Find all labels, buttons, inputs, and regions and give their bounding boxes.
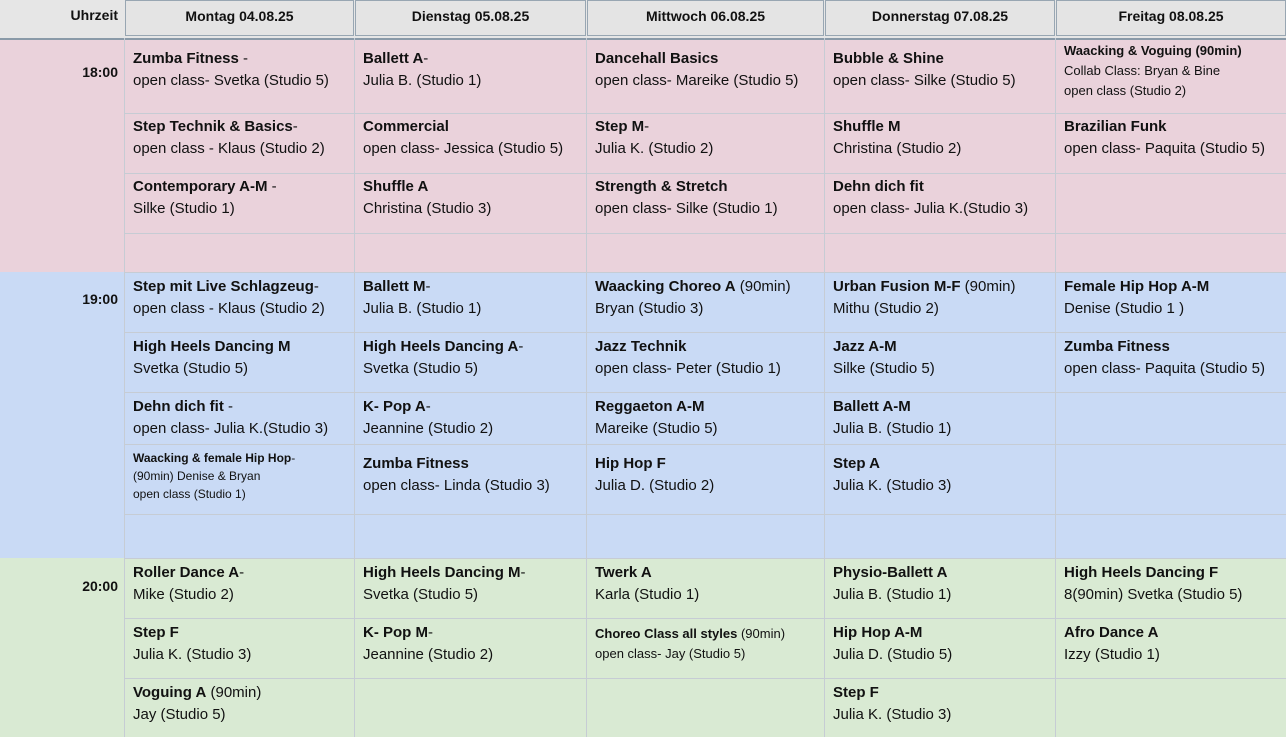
- class-details: open class - Klaus (Studio 2): [133, 300, 325, 317]
- class-cell: [1064, 336, 1265, 380]
- class-suffix: -: [644, 118, 650, 135]
- class-suffix: -: [428, 624, 433, 641]
- grid-line: [124, 444, 1286, 445]
- grid-line: [124, 558, 1286, 559]
- class-details: open class- Jessica (Studio 5): [363, 140, 564, 157]
- class-cell: [133, 562, 244, 606]
- class-cell: [595, 116, 713, 160]
- class-title: Hip Hop F: [595, 455, 666, 472]
- class-details: open class- Paquita (Studio 5): [1064, 140, 1265, 157]
- class-title: Waacking Choreo A: [595, 278, 736, 295]
- day-header-tuesday: Dienstag 05.08.25: [355, 0, 586, 36]
- class-cell: [595, 336, 781, 380]
- class-title: Zumba Fitness: [133, 50, 239, 67]
- grid-line: [124, 173, 1286, 174]
- class-suffix: -: [223, 398, 233, 415]
- class-details: Mareike (Studio 5): [595, 420, 718, 437]
- class-title: Zumba Fitness: [363, 455, 469, 472]
- class-title: Step A: [833, 455, 880, 472]
- class-title: Dancehall Basics: [595, 50, 719, 67]
- class-cell: [363, 562, 526, 606]
- class-title: High Heels Dancing M: [363, 564, 521, 581]
- class-title: Step F: [833, 684, 879, 701]
- class-details: Collab Class: Bryan & Bine: [1064, 63, 1221, 78]
- grid-line: [124, 514, 1286, 515]
- class-suffix: -: [292, 118, 298, 135]
- class-details: Silke (Studio 5): [833, 360, 935, 377]
- class-cell: [363, 176, 491, 220]
- class-cell: [595, 453, 714, 497]
- class-cell: [833, 48, 1016, 92]
- class-cell: [133, 336, 291, 380]
- class-cell: [595, 176, 778, 220]
- class-details: Julia D. (Studio 2): [595, 477, 715, 494]
- class-cell: [833, 276, 1016, 320]
- class-suffix: -: [425, 398, 431, 415]
- class-details: Karla (Studio 1): [595, 586, 700, 603]
- class-title: Twerk A: [595, 564, 652, 581]
- class-details: Bryan (Studio 3): [595, 300, 704, 317]
- class-title: Voguing A: [133, 684, 207, 701]
- class-title: High Heels Dancing M: [133, 338, 291, 355]
- class-details: Julia K. (Studio 3): [133, 646, 252, 663]
- class-cell: [133, 276, 325, 320]
- class-title: Female Hip Hop A-M: [1064, 278, 1210, 295]
- class-cell: [1064, 622, 1160, 666]
- class-title: Ballett A-M: [833, 398, 911, 415]
- class-cell: [133, 176, 277, 220]
- class-details: open class - Klaus (Studio 2): [133, 140, 325, 157]
- class-suffix: -: [238, 50, 249, 67]
- class-cell: [833, 682, 951, 726]
- class-title: Step Technik & Basics: [133, 118, 293, 135]
- class-cell: [363, 48, 481, 92]
- class-details: open class- Svetka (Studio 5): [133, 72, 329, 89]
- class-cell: [833, 622, 952, 666]
- class-title: K- Pop A: [363, 398, 426, 415]
- class-cell: [363, 396, 493, 440]
- class-suffix: -: [291, 451, 296, 465]
- class-suffix: -: [518, 338, 524, 355]
- class-details: Julia D. (Studio 5): [833, 646, 953, 663]
- class-title: K- Pop M: [363, 624, 428, 641]
- class-details: open class- Jay (Studio 5): [595, 646, 746, 661]
- class-suffix: (90min): [206, 684, 262, 701]
- class-title: Waacking & female Hip Hop: [133, 451, 292, 465]
- class-details: Svetka (Studio 5): [363, 586, 479, 603]
- class-details: Julia K. (Studio 2): [595, 140, 714, 157]
- class-cell: [133, 48, 329, 92]
- class-title: High Heels Dancing F: [1064, 564, 1219, 581]
- class-title: Physio-Ballett A: [833, 564, 948, 581]
- class-details: Julia K. (Studio 3): [833, 477, 952, 494]
- class-cell: [133, 682, 261, 726]
- class-title: Step M: [595, 118, 645, 135]
- class-title: Hip Hop A-M: [833, 624, 923, 641]
- class-title: Waacking & Voguing (90min): [1064, 43, 1242, 58]
- class-title: Step mit Live Schlagzeug: [133, 278, 314, 295]
- class-details: Julia B. (Studio 1): [363, 300, 482, 317]
- class-suffix: -: [520, 564, 526, 581]
- class-title: Choreo Class all styles: [595, 626, 738, 641]
- grid-line: [124, 38, 125, 737]
- class-cell: [833, 453, 951, 497]
- class-details: Jeannine (Studio 2): [363, 646, 494, 663]
- class-suffix: (90min): [735, 278, 791, 295]
- class-details: Julia B. (Studio 1): [833, 420, 952, 437]
- class-details: open class- Paquita (Studio 5): [1064, 360, 1265, 377]
- time-label-1900: 19:00: [82, 291, 118, 307]
- class-cell: [133, 449, 295, 503]
- class-cell: [1064, 276, 1209, 320]
- day-header-wednesday: Mittwoch 06.08.25: [587, 0, 824, 36]
- class-details: Jeannine (Studio 2): [363, 420, 494, 437]
- class-title: Afro Dance A: [1064, 624, 1159, 641]
- class-title: Ballett M: [363, 278, 426, 295]
- class-title: Zumba Fitness: [1064, 338, 1170, 355]
- class-cell: [833, 336, 935, 380]
- grid-line: [354, 38, 355, 737]
- class-cell: [833, 116, 961, 160]
- header-row: [0, 0, 1286, 40]
- class-cell: [363, 276, 481, 320]
- class-cell: [133, 622, 251, 666]
- class-title: Shuffle A: [363, 178, 429, 195]
- class-details: Christina (Studio 3): [363, 200, 492, 217]
- class-cell: [1064, 41, 1242, 101]
- class-details: Denise (Studio 1 ): [1064, 300, 1185, 317]
- class-suffix: -: [267, 178, 277, 195]
- class-details: open class- Silke (Studio 1): [595, 200, 778, 217]
- class-details: Julia B. (Studio 1): [363, 72, 482, 89]
- class-details: Izzy (Studio 1): [1064, 646, 1160, 663]
- class-details: open class (Studio 1): [133, 487, 246, 501]
- class-details: Jay (Studio 5): [133, 706, 226, 723]
- class-details: open class (Studio 2): [1064, 83, 1187, 98]
- class-cell: [133, 396, 328, 440]
- class-details: Julia B. (Studio 1): [833, 586, 952, 603]
- grid-line: [124, 618, 1286, 619]
- class-details: Silke (Studio 1): [133, 200, 235, 217]
- class-title: Dehn dich fit: [133, 398, 224, 415]
- grid-line: [124, 332, 1286, 333]
- class-title: Urban Fusion M-F: [833, 278, 961, 295]
- class-title: Dehn dich fit: [833, 178, 924, 195]
- class-title: Brazilian Funk: [1064, 118, 1167, 135]
- class-suffix: -: [423, 50, 429, 67]
- class-cell: [595, 276, 791, 320]
- class-cell: [363, 453, 550, 497]
- class-cell: [363, 622, 493, 666]
- class-title: Jazz A-M: [833, 338, 897, 355]
- time-label-2000: 20:00: [82, 578, 118, 594]
- class-cell: [833, 562, 951, 606]
- class-title: Strength & Stretch: [595, 178, 728, 195]
- class-details: Christina (Studio 2): [833, 140, 962, 157]
- class-title: Shuffle M: [833, 118, 901, 135]
- class-title: Contemporary A-M: [133, 178, 268, 195]
- class-cell: [363, 336, 523, 380]
- class-details: Mike (Studio 2): [133, 586, 234, 603]
- class-details: Julia K. (Studio 3): [833, 706, 952, 723]
- class-title: Reggaeton A-M: [595, 398, 705, 415]
- class-details: (90min) Denise & Bryan: [133, 469, 261, 483]
- class-title: Roller Dance A: [133, 564, 240, 581]
- grid-line: [824, 38, 825, 737]
- class-details: open class- Peter (Studio 1): [595, 360, 781, 377]
- time-column-header: Uhrzeit: [0, 0, 124, 36]
- grid-line: [124, 233, 1286, 234]
- class-cell: [595, 624, 785, 664]
- class-suffix: -: [313, 278, 319, 295]
- class-cell: [133, 116, 325, 160]
- grid-line: [586, 38, 587, 737]
- class-cell: [1064, 562, 1242, 606]
- class-details: open class- Julia K.(Studio 3): [133, 420, 329, 437]
- class-details: 8(90min) Svetka (Studio 5): [1064, 586, 1243, 603]
- grid-line: [124, 113, 1286, 114]
- grid-line: [124, 678, 1286, 679]
- class-cell: [595, 562, 699, 606]
- class-title: Ballett A: [363, 50, 424, 67]
- class-details: Svetka (Studio 5): [133, 360, 249, 377]
- class-title: Jazz Technik: [595, 338, 687, 355]
- class-suffix: (90min): [737, 626, 786, 641]
- class-title: High Heels Dancing A: [363, 338, 519, 355]
- class-suffix: (90min): [960, 278, 1016, 295]
- class-suffix: -: [239, 564, 245, 581]
- class-cell: [363, 116, 563, 160]
- class-cell: [833, 396, 951, 440]
- class-suffix: -: [425, 278, 431, 295]
- class-title: Commercial: [363, 118, 449, 135]
- class-details: Svetka (Studio 5): [363, 360, 479, 377]
- class-cell: [1064, 116, 1265, 160]
- grid-line: [124, 272, 1286, 273]
- class-title: Step F: [133, 624, 179, 641]
- class-details: open class- Linda (Studio 3): [363, 477, 550, 494]
- class-cell: [595, 396, 718, 440]
- class-details: Mithu (Studio 2): [833, 300, 939, 317]
- class-cell: [833, 176, 1028, 220]
- time-label-1800: 18:00: [82, 64, 118, 80]
- class-cell: [595, 48, 798, 92]
- day-header-monday: Montag 04.08.25: [125, 0, 354, 36]
- day-header-thursday: Donnerstag 07.08.25: [825, 0, 1055, 36]
- class-details: open class- Silke (Studio 5): [833, 72, 1016, 89]
- grid-line: [1055, 38, 1056, 737]
- grid-line: [124, 392, 1286, 393]
- class-details: open class- Julia K.(Studio 3): [833, 200, 1029, 217]
- class-details: open class- Mareike (Studio 5): [595, 72, 799, 89]
- day-header-friday: Freitag 08.08.25: [1056, 0, 1286, 36]
- class-title: Bubble & Shine: [833, 50, 944, 67]
